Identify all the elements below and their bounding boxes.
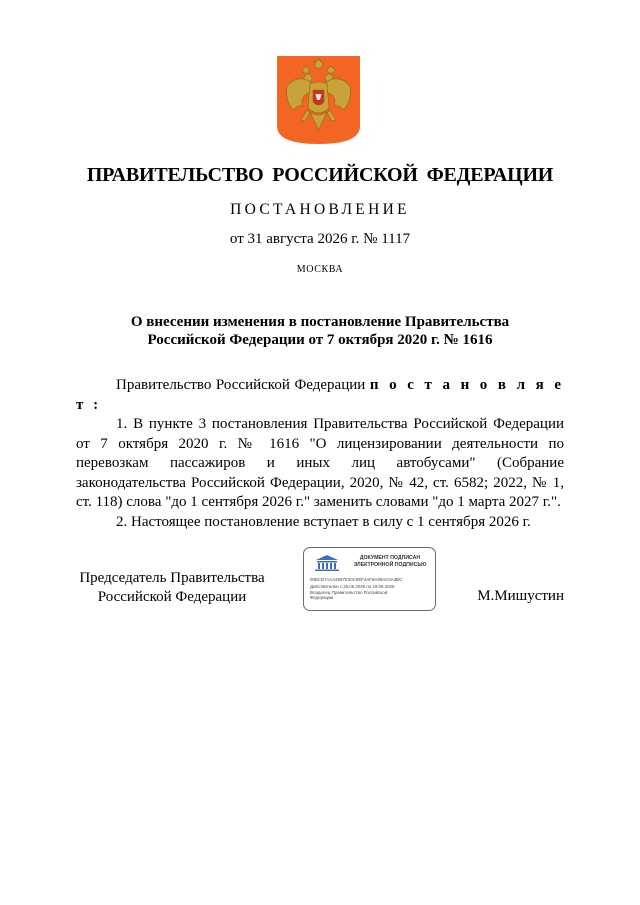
stamp-title-line: ЭЛЕКТРОННОЙ ПОДПИСЬЮ [353, 561, 427, 568]
certificate-owner: Владелец Правительство Российской [310, 589, 388, 595]
paragraph-2: 2. Настоящее постановление вступает в силу с 1 сентября 2026 г. [116, 513, 531, 530]
document-title-line: Российской Федерации от 7 октября 2020 г. № 1616 [147, 332, 493, 348]
document-date-number: от 31 августа 2026 г. № 1117 [229, 231, 411, 247]
certificate-number: 00BCB7AAA2097E20C0EF4AF8A99AC0A3BC [310, 577, 403, 582]
signer-position-line: Российской Федерации [97, 589, 247, 605]
intro-paragraph [76, 376, 564, 415]
resolves-word: п о с т а н о в л я е т : [76, 377, 564, 413]
document-title-line: О внесении изменения в постановление Правительства [130, 314, 510, 330]
signer-name: М.Мишустин [477, 588, 564, 604]
certificate-validity: Действителен с 26.06.2025 по 19.09.2026 [310, 584, 395, 589]
certificate-owner: Федерации [310, 595, 333, 600]
document-title [0, 313, 640, 349]
document-body [76, 376, 564, 532]
intro-text: Правительство Российской Федерации [116, 377, 370, 393]
signer-position-line: Председатель Правительства [79, 570, 265, 586]
document-type: ПОСТАНОВЛЕНИЕ [230, 201, 410, 218]
signer-position [74, 569, 270, 607]
coat-of-arms-icon [277, 56, 360, 144]
stamp-title [348, 555, 432, 568]
paragraph-1: 1. В пункте 3 постановления Правительства Российской Федерации от 7 октября 2020 г. № 1616 "О лицензировании деятельности по перевозкам пассажиров и иных лиц автобусами" (Собрание законодательства Российской Федерации, 2020, № 42, ст. 6582; 2022, № 1, ст. 118) слова "до 1 сентября 2026 г." заменить словами "до 1 марта 2027 г.". [76, 416, 564, 510]
coat-of-arms-emblem [277, 56, 360, 144]
electronic-signature-stamp [303, 547, 436, 611]
government-name: ПРАВИТЕЛЬСТВО РОССИЙСКОЙ ФЕДЕРАЦИИ [86, 164, 554, 186]
government-building-icon [310, 554, 344, 572]
stamp-title-line: ДОКУМЕНТ ПОДПИСАН [359, 555, 421, 561]
document-city: МОСКВА [296, 264, 344, 275]
